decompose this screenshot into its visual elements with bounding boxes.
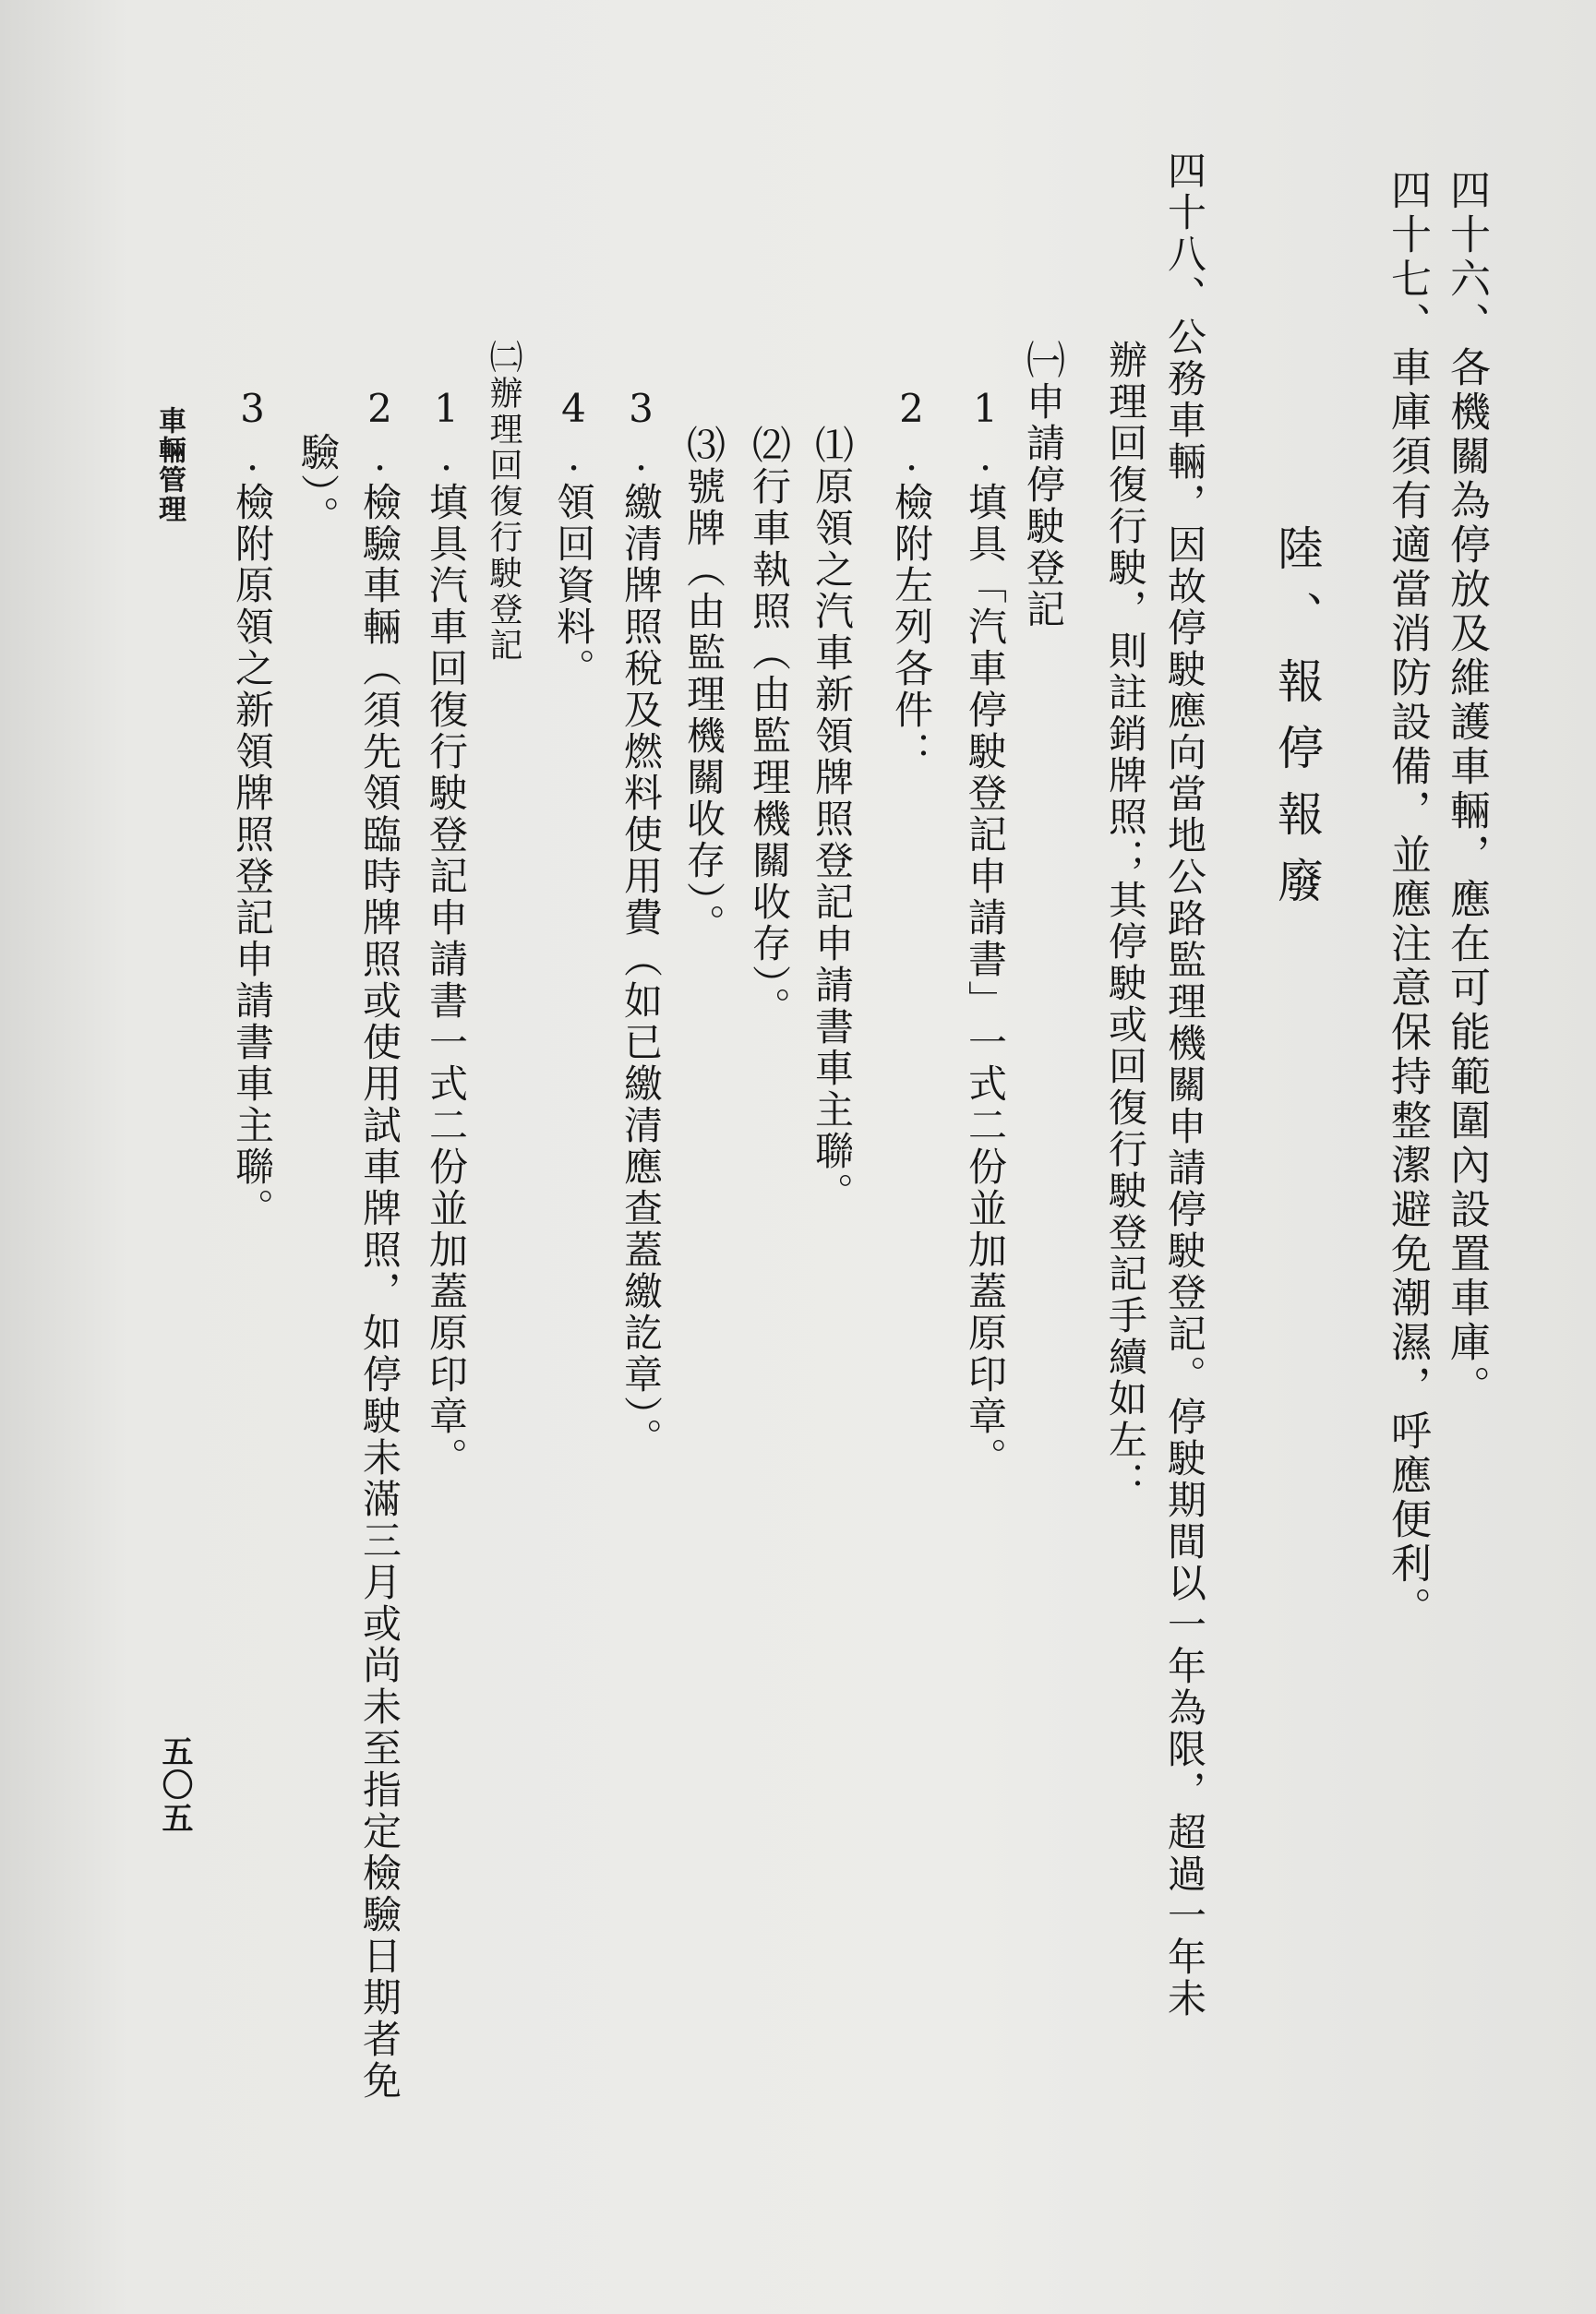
article-48-continued: 辦理回復行駛，則註銷牌照；其停駛或回復行駛登記手續如左： [1103,340,1148,1503]
item-2-2: 2.檢驗車輛（須先領臨時牌照或使用試車牌照，如停駛未滿三月或尚未至指定檢驗日期者免 [357,386,402,2102]
article-47: 四十七、車庫須有適當消防設備，並應注意保持整潔避免潮濕，呼應便利。 [1384,169,1431,1631]
item-1-4: 4.領回資料。 [551,386,596,689]
page-number: 五〇五 [156,1735,193,1835]
subsection-2-title: ㈡辦理回復行駛登記 [485,340,522,664]
item-1-2-1: ⑴原領之汽車新領牌照登記申請書車主聯。 [810,425,855,1214]
item-1-2-2: ⑵行車執照（由監理機關收存）。 [747,425,792,1028]
article-48: 四十八、公務車輛，因故停駛應向當地公路監理機關申請停駛登記。停駛期間以一年為限，超過一年未 [1162,150,1207,2020]
item-2-3: 3.檢附原領之新領牌照登記申請書車主聯。 [230,386,275,1229]
section-heading: 陸、報停報廢 [1270,524,1324,923]
item-1-3: 3.繳清牌照稅及燃料使用費（如已繳清應查蓋繳訖章）。 [618,386,664,1459]
item-2-2-continued: 驗）。 [295,432,341,537]
subsection-1-title: ㈠申請停駛登記 [1021,340,1066,630]
item-1-2-3: ⑶號牌（由監理機關收存）。 [681,425,726,945]
item-1-1: 1.填具「汽車停駛登記申請書」一式二份並加蓋原印章。 [963,386,1008,1479]
article-46: 四十六、各機關為停放及維護車輛，應在可能範圍內設置車庫。 [1443,169,1490,1409]
item-2-1: 1.填具汽車回復行駛登記申請書一式二份並加蓋原印章。 [424,386,469,1479]
item-1-2: 2.檢附左列各件： [889,386,934,773]
running-footer: 車輛管理 [153,406,186,524]
